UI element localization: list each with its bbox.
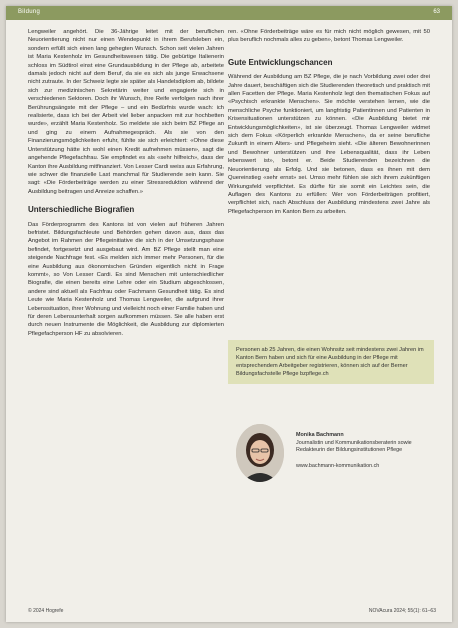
page-number: 63 — [433, 9, 440, 15]
body-paragraph: Während der Ausbildung am BZ Pflege, die je nach Vorbildung zwei oder drei Jahre dauert, beschäftigen sich die Studierenden theoretisch und praktisch mit allen Facetten der Pflege. Maria Kestenholz legt den thematischen Fokus auf «Psychisch erkrankte Menschen». Sie möchte verstehen lernen, wie die menschliche Psyche funktioniert, um langfristig Patientinnen und Patienten in Krisensituationen unterstützen zu können. «Die Ausbildung bietet mir Entwicklungsmöglichkeiten», ist sie überzeugt. Thomas Lengweiler widmet sich dem Fokus «Körperlich erkrankte Menschen», da er seine berufliche Zukunft in einem Alters- und Pflegeheim sieht. «Die älteren Bewohnerinnen und Bewohner unterstützen und ihre Lebensqualität, dass ihr Leben lebenswert ist», betont er. Beide Studierenden bezeichnen die Neuorientierung als Erfolg. Und sie betonen, dass es ihnen mit dem Quereinstieg «sehr ernst» sei. Umso mehr fühlen sie sich ihrem zukünftigen Wirkungsfeld verpflichtet. Es dürfte für sie somit ein Leichtes sein, die Auflagen des Kantons zu erfüllen: Wer von Förderbeiträgen profitiert, verpflichtet sich, nach Abschluss der Ausbildung mindestens zwei Jahre als Pflegefachperson im Kanton Bern zu arbeiten. — [228, 74, 430, 215]
author-block — [236, 424, 434, 494]
author-portrait-icon — [236, 424, 284, 482]
author-role: Journalistin und Kommunikationsberaterin sowie Redakteurin der Bildungsinstitutionen Pflege — [296, 439, 412, 454]
info-box-text: Personen ab 25 Jahren, die einen Wohnsitz seit mindestens zwei Jahren im Kanton Bern haben und sich für eine Ausbildung in der Pflege mit entsprechendem Arbeitgeber registrieren, können sich auf der Berner Bildungsfachstelle Pflege bzpflege.ch — [236, 347, 424, 377]
body-paragraph: Das Förderprogramm des Kantons ist von vielen auf früheren Jahren befristet. Bildungsfachleute und Behörden gehen davon aus, dass das Angebot im Rahmen der Pflegeinitiative die sich in der Umsetzungsphase befindet, fortgesetzt und ausgebaut wird. Am BZ Pflege stellt man eine steigende Nachfrage fest. «Es melden sich immer mehr Personen, für die eine Ausbildung aus ökonomischen Gründen eigentlich nicht in Frage kommt», so Von Lesser Cardi. Es sind Menschen mit unterschiedlicher Biografie, die einen bereits eine Lehre oder ein Studium abgeschlossen, andere sind aktuell als Fachfrau oder Fachmann Gesundheit tätig. Es sind Leute wie Maria Kestenholz und Thomas Lengweiler, die aufgrund ihrer Lebenssituation, ihrer Wohnung und vielleicht noch einer Familie haben und für deren Lebensunterhalt sorgen aufkommen müssen. Sie alle haben erst durch neuen Instrumente die Möglichkeit, die Ausbildung zur diplomierten Pflegefachperson HF zu absolvieren. — [28, 221, 224, 337]
section-label: Bildung — [18, 9, 41, 15]
footer-citation: NOVAcura 2024; 55(1): 61–63 — [368, 608, 436, 614]
author-website-link[interactable]: www.bachmann-kommunikation.ch — [296, 462, 380, 469]
subheading: Gute Entwicklungschancen — [228, 57, 333, 67]
author-photo — [236, 424, 284, 482]
header-bar — [6, 6, 452, 20]
author-name: Monika Bachmann — [296, 432, 344, 438]
magazine-page — [6, 6, 452, 622]
body-paragraph: ren. «Ohne Förderbeiträge wäre es für mich nicht möglich gewesen, mit 50 plus beruflich nochmals alles zu geben», betont Thomas Lengweiler. — [228, 29, 430, 44]
right-column — [228, 28, 430, 220]
left-column — [28, 28, 224, 342]
subheading: Unterschiedliche Biografien — [28, 205, 135, 215]
author-info — [296, 432, 434, 470]
info-box — [228, 340, 434, 384]
footer-copyright: © 2024 Hogrefe — [28, 608, 64, 614]
body-paragraph: Lengweiler angehört. Die 36-Jährige leitet mit der beruflichen Neuorientierung nicht nur einen Wendepunkt in ihrem Berufsleben ein, sondern erfüllt sich einen lang gehegten Wunsch. Schon seit vielen Jahren ist Maria Kestenholz im Gesundheitswesen tätig. Die gebürtige Italienerin schloss im Südtirol einst eine Grundausbildung in der Pflege ab, arbeitete damals jedoch nicht auf dem Beruf, da sie es sich als junge Erwachsene nicht zutraute. In der Schweiz legte sie später als Handelsdiplom ab, bildete sich zur medizinischen Sekretärin weiter und engagierte sich in verschiedenen Sektoren. Doch ihr Wunsch, ihre Reife verfolgen nach ihrer Berührungsängste mit der Pflege – und ein Bedürfnis wurde wach: ich realisierte, dass ich bei der Arbeit viel lieber anpacken mit zur hochbetten wurde», erzählt Maria Kestenholz. So meldete sie sich beim BZ Pflege an und ging zu einem Aufnahmegespräch. Als sie von den Finanzierungsmöglichkeiten erfuhr, fühlte sie sich erleichtert: «Ohne diese Unterstützung hätte ich wohl einen Kredit aufnehmen müssen», sagt die angehende Pflegefachfrau. Sie empfindet es als «sehr hilfreich», dass der Kanton ihre Ausbildung mitfinanziert. Von Lesser Cardi weiss aus Erfahrung, wie schwer die finanzielle Last manchmal für Studierende sein kann. Sie sagt: «Die Förderbeiträge werden zu einer Stressreduktion während der Ausbildung beitragen und Anreize schaffen.» — [28, 29, 224, 195]
